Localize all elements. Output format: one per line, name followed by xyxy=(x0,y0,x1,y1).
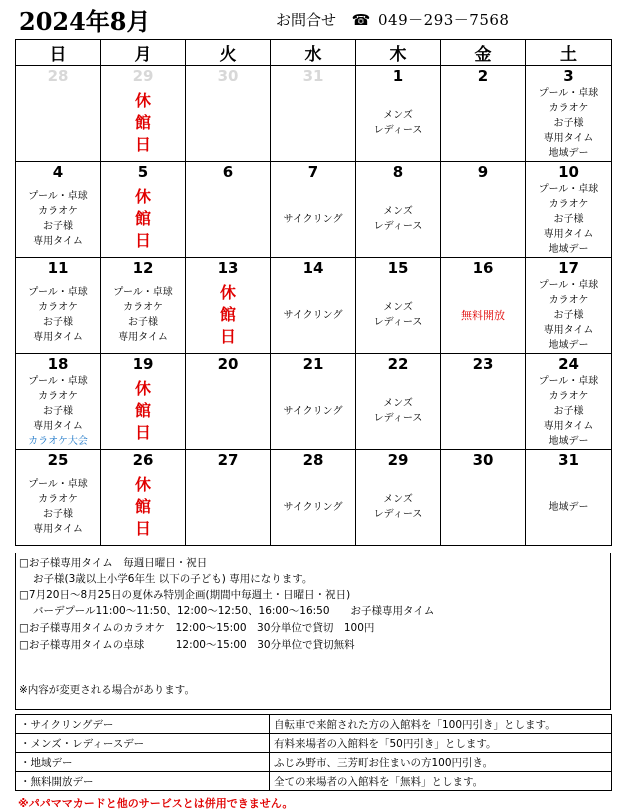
event-label: サイクリング xyxy=(283,213,343,225)
day-number: 6 xyxy=(186,162,271,182)
day-number: 8 xyxy=(356,162,441,182)
legend-row xyxy=(16,734,612,753)
event-label: サイクリング xyxy=(283,309,343,321)
event-label: プール・卓球 xyxy=(538,183,599,195)
calendar xyxy=(15,39,612,546)
event-label: お子様 xyxy=(43,509,73,520)
event-label: 地域デー xyxy=(548,147,589,159)
day-number: 3 xyxy=(526,66,612,86)
weekday-header-row xyxy=(16,40,612,66)
note-table-tennis: □お子様専用タイムの卓球 12:00～15:00 30分単位で貸切無料 xyxy=(19,639,355,651)
page-title: 2024年8月 xyxy=(19,7,151,36)
event-label: レディース xyxy=(373,509,423,520)
discount-legend xyxy=(15,714,612,791)
note-kids-time: □お子様専用タイム 毎週日曜日・祝日 xyxy=(19,557,208,569)
legend-description: 有料来場者の入館料を「50円引き」とします。 xyxy=(270,734,612,753)
event-label: お子様 xyxy=(43,221,73,232)
day-events xyxy=(16,85,101,162)
event-label: お子様 xyxy=(553,117,584,129)
free-open-label: 無料開放 xyxy=(461,308,505,322)
event-label: プール・卓球 xyxy=(28,479,88,490)
day-number: 28 xyxy=(16,66,101,86)
event-label: お子様 xyxy=(553,405,584,417)
event-label: プール・卓球 xyxy=(538,279,599,291)
day-number: 7 xyxy=(271,162,356,182)
event-label: お子様 xyxy=(128,317,158,328)
day-number: 13 xyxy=(186,258,271,278)
day-number: 12 xyxy=(101,258,186,278)
day-events xyxy=(356,277,441,354)
event-label: メンズ xyxy=(383,206,413,217)
event-row xyxy=(16,181,612,258)
day-events xyxy=(356,181,441,258)
event-label: プール・卓球 xyxy=(113,287,173,298)
legend-row xyxy=(16,772,612,791)
legend-name: ・地域デー xyxy=(16,753,270,772)
day-events xyxy=(101,277,186,354)
warning-text: ※パパママカードと他のサービスとは併用できません。 xyxy=(18,797,294,810)
day-number: 27 xyxy=(186,450,271,470)
event-label: メンズ xyxy=(383,398,413,409)
event-label: カラオケ xyxy=(548,198,589,210)
day-number: 19 xyxy=(101,354,186,374)
day-number: 11 xyxy=(16,258,101,278)
closed-day-label: 休 xyxy=(134,187,151,206)
event-label: プール・卓球 xyxy=(28,375,88,387)
event-row xyxy=(16,277,612,354)
event-label: カラオケ xyxy=(548,390,589,402)
day-number: 1 xyxy=(356,66,441,86)
day-events xyxy=(16,181,101,258)
event-label: カラオケ xyxy=(38,390,78,402)
day-number: 31 xyxy=(526,450,612,470)
event-label: カラオケ xyxy=(548,102,589,114)
day-number: 2 xyxy=(441,66,526,86)
day-events xyxy=(441,373,526,450)
day-number: 29 xyxy=(101,66,186,86)
event-label: 専用タイム xyxy=(33,420,83,432)
date-row xyxy=(16,354,612,374)
closed-day-label: 館 xyxy=(134,113,151,132)
legend-name: ・無料開放デー xyxy=(16,772,270,791)
day-events xyxy=(16,469,101,546)
day-events xyxy=(356,85,441,162)
day-events xyxy=(186,85,271,162)
date-row xyxy=(16,258,612,278)
day-events xyxy=(441,277,526,354)
event-label: プール・卓球 xyxy=(28,287,88,298)
date-row xyxy=(16,162,612,182)
day-events xyxy=(271,373,356,450)
day-number: 21 xyxy=(271,354,356,374)
event-label: カラオケ xyxy=(38,302,78,313)
day-events xyxy=(16,373,101,450)
event-label: サイクリング xyxy=(283,405,343,417)
event-label: 地域デー xyxy=(548,339,589,351)
event-label: 地域デー xyxy=(548,243,589,255)
event-label: お子様 xyxy=(553,213,584,225)
closed-day-label: 休 xyxy=(134,91,151,110)
day-number: 9 xyxy=(441,162,526,182)
event-label: 専用タイム xyxy=(543,324,594,336)
event-row xyxy=(16,373,612,450)
note-karaoke: □お子様専用タイムのカラオケ 12:00～15:00 30分単位で貸切 100円 xyxy=(19,622,375,634)
phone-number: 049－293－7568 xyxy=(378,11,510,29)
weekday-sun: 日 xyxy=(16,40,101,66)
day-number: 14 xyxy=(271,258,356,278)
day-events xyxy=(526,277,612,354)
legend-row xyxy=(16,753,612,772)
event-label: 専用タイム xyxy=(543,228,594,240)
weekday-thu: 木 xyxy=(356,40,441,66)
closed-day-label: 休 xyxy=(219,283,236,302)
event-label: お子様 xyxy=(553,309,584,321)
day-events xyxy=(441,469,526,546)
closed-day-label: 館 xyxy=(134,401,151,420)
event-label: レディース xyxy=(373,413,423,424)
note-summer-plan: □7月20日～8月25日の夏休み特別企画(期間中毎週土・日曜日・祝日) xyxy=(19,589,351,601)
day-events xyxy=(101,373,186,450)
date-row xyxy=(16,66,612,86)
day-number: 16 xyxy=(441,258,526,278)
event-label: カラオケ xyxy=(38,494,78,505)
closed-day-label: 館 xyxy=(219,305,236,324)
day-events xyxy=(526,373,612,450)
weekday-sat: 土 xyxy=(526,40,612,66)
event-label: メンズ xyxy=(383,494,413,505)
event-label: プール・卓球 xyxy=(538,375,599,387)
day-events xyxy=(101,181,186,258)
event-label: お子様 xyxy=(43,317,73,328)
day-number: 10 xyxy=(526,162,612,182)
event-label: 専用タイム xyxy=(33,524,83,535)
event-label: カラオケ xyxy=(123,302,163,313)
event-label: プール・卓球 xyxy=(538,87,599,99)
event-label: レディース xyxy=(373,125,423,136)
day-events xyxy=(526,85,612,162)
weekday-mon: 月 xyxy=(101,40,186,66)
event-label: メンズ xyxy=(383,302,413,313)
closed-day-label: 休 xyxy=(134,475,151,494)
closed-day-label: 日 xyxy=(134,423,151,442)
event-label: メンズ xyxy=(383,110,413,121)
contact-info xyxy=(276,9,509,30)
event-label: カラオケ xyxy=(548,294,589,306)
day-events xyxy=(101,469,186,546)
date-row xyxy=(16,450,612,470)
day-number: 17 xyxy=(526,258,612,278)
day-number: 18 xyxy=(16,354,101,374)
legend-name: ・サイクリングデー xyxy=(16,715,270,734)
day-number: 28 xyxy=(271,450,356,470)
day-events xyxy=(441,181,526,258)
event-label: 専用タイム xyxy=(118,332,168,343)
closed-day-label: 日 xyxy=(219,327,236,346)
event-label: 専用タイム xyxy=(543,420,594,432)
closed-day-label: 館 xyxy=(134,209,151,228)
closed-day-label: 館 xyxy=(134,497,151,516)
day-number: 15 xyxy=(356,258,441,278)
day-events xyxy=(16,277,101,354)
closed-day-label: 日 xyxy=(134,135,151,154)
day-number: 26 xyxy=(101,450,186,470)
day-events xyxy=(186,277,271,354)
day-events xyxy=(271,469,356,546)
day-events xyxy=(526,181,612,258)
day-number: 22 xyxy=(356,354,441,374)
day-events xyxy=(101,85,186,162)
event-label: サイクリング xyxy=(283,501,343,513)
day-number: 24 xyxy=(526,354,612,374)
note-change-notice: ※内容が変更される場合があります。 xyxy=(19,684,195,696)
legend-description: 全ての来場者の入館料を「無料」とします。 xyxy=(270,772,612,791)
legend-description: 自転車で来館された方の入館料を「100円引き」とします。 xyxy=(270,715,612,734)
day-number: 29 xyxy=(356,450,441,470)
event-label: 専用タイム xyxy=(543,132,594,144)
day-number: 30 xyxy=(441,450,526,470)
header xyxy=(0,0,629,38)
day-events xyxy=(526,469,612,546)
legend-description: ふじみ野市、三芳町お住まいの方100円引き。 xyxy=(270,753,612,772)
day-events xyxy=(356,373,441,450)
day-number: 20 xyxy=(186,354,271,374)
day-events xyxy=(271,277,356,354)
event-label: プール・卓球 xyxy=(28,191,88,202)
contact-label: お問合せ xyxy=(276,11,337,29)
phone-icon: ☎ xyxy=(351,11,371,29)
day-events xyxy=(186,373,271,450)
day-number: 4 xyxy=(16,162,101,182)
closed-day-label: 日 xyxy=(134,519,151,538)
event-row xyxy=(16,85,612,162)
event-label: カラオケ xyxy=(38,206,78,217)
day-events xyxy=(356,469,441,546)
day-number: 30 xyxy=(186,66,271,86)
day-number: 23 xyxy=(441,354,526,374)
day-events xyxy=(186,469,271,546)
day-number: 31 xyxy=(271,66,356,86)
special-event-label: カラオケ大会 xyxy=(28,435,88,447)
legend-name: ・メンズ・レディースデー xyxy=(16,734,270,753)
note-kids-age: お子様(3歳以上小学6年生 以下の子ども) 専用になります。 xyxy=(33,573,313,585)
weekday-fri: 金 xyxy=(441,40,526,66)
event-label: 専用タイム xyxy=(33,236,83,247)
event-label: レディース xyxy=(373,221,423,232)
day-events xyxy=(271,85,356,162)
day-number: 5 xyxy=(101,162,186,182)
weekday-tue: 火 xyxy=(186,40,271,66)
day-events xyxy=(441,85,526,162)
weekday-wed: 水 xyxy=(271,40,356,66)
closed-day-label: 日 xyxy=(134,231,151,250)
event-label: レディース xyxy=(373,317,423,328)
event-label: お子様 xyxy=(43,405,73,417)
day-number: 25 xyxy=(16,450,101,470)
day-events xyxy=(271,181,356,258)
event-row xyxy=(16,469,612,546)
day-events xyxy=(186,181,271,258)
notes-box xyxy=(15,553,611,710)
note-bade-pool-times: バーデプール11:00～11:50、12:00～12:50、16:00～16:50 お子様専用タイム xyxy=(33,605,435,617)
legend-row xyxy=(16,715,612,734)
event-label: 地域デー xyxy=(548,501,589,513)
event-label: 専用タイム xyxy=(33,332,83,343)
event-label: 地域デー xyxy=(548,435,589,447)
closed-day-label: 休 xyxy=(134,379,151,398)
